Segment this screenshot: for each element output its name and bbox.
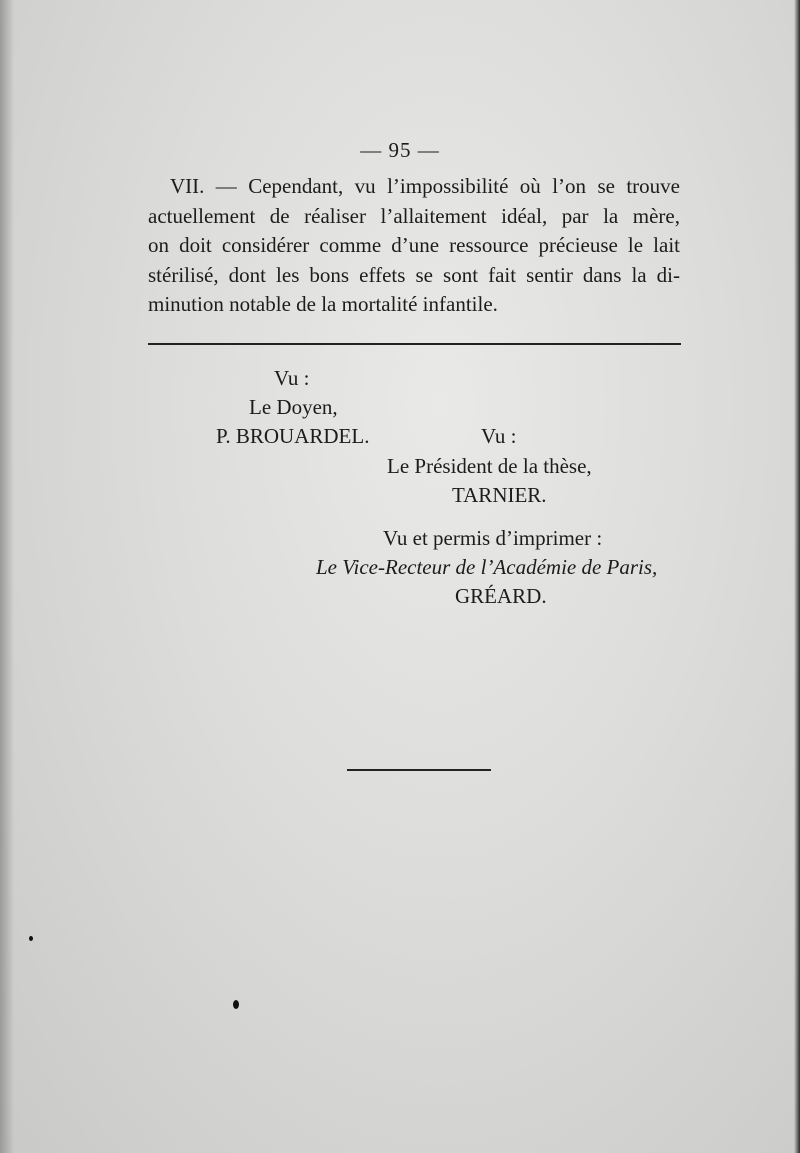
- president-title: Le Président de la thèse,: [387, 454, 592, 478]
- dean-vu: Vu :: [274, 366, 310, 390]
- paragraph-line: on doit considérer comme d’une ressource précieuse le lait: [148, 233, 680, 257]
- paragraph-line: actuellement de réaliser l’allaitement idéal, par la mère,: [148, 203, 680, 228]
- page-gutter-shadow: [0, 0, 14, 1153]
- rector-title: Le Vice-Recteur de l’Académie de Paris,: [316, 555, 658, 579]
- president-name: TARNIER.: [452, 483, 547, 507]
- page-edge-shadow: [794, 0, 800, 1153]
- page-number: — 95 —: [360, 138, 440, 162]
- rector-name: GRÉARD.: [455, 584, 547, 608]
- closing-divider: [347, 769, 491, 771]
- ink-speck: [233, 1000, 239, 1009]
- paragraph-line: minution notable de la mortalité infantile.: [148, 292, 498, 316]
- conclusion-paragraph: [148, 172, 680, 320]
- paragraph-line: stérilisé, dont les bons effets se sont fait sentir dans la di-: [148, 262, 680, 287]
- dean-title: Le Doyen,: [249, 395, 338, 419]
- president-vu: Vu :: [481, 424, 517, 448]
- rector-permit: Vu et permis d’imprimer :: [383, 526, 603, 550]
- dean-name: P. BROUARDEL.: [216, 424, 370, 448]
- ink-speck: [29, 936, 33, 941]
- section-divider: [148, 343, 681, 345]
- paragraph-line: VII. — Cependant, vu l’impossibilité où l’on se trouve: [170, 174, 680, 198]
